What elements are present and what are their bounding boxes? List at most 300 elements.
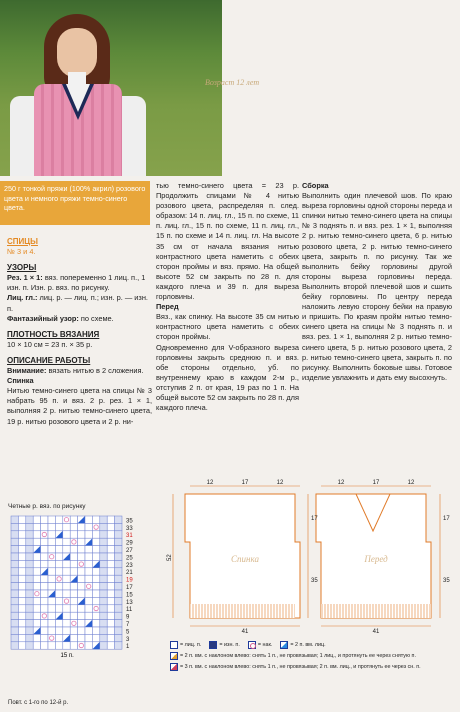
chart-cell (18, 531, 25, 538)
stockinette-pattern: Лиц. гл.: лиц. р. — лиц. п.; изн. р. — изн. п. (7, 293, 148, 313)
chart-cell (100, 538, 107, 545)
chart-cell (78, 538, 85, 545)
chart-cell (26, 575, 33, 582)
chart-cell (63, 605, 70, 612)
chart-cell (18, 583, 25, 590)
chart-cell (18, 612, 25, 619)
chart-cell (11, 612, 18, 619)
chart-cell (55, 605, 62, 612)
legend-yo: = нак. (248, 641, 272, 649)
chart-cell (92, 590, 99, 597)
row-number: 19 (126, 577, 133, 584)
row-number: 5 (126, 629, 130, 636)
chart-cell (115, 560, 122, 567)
chart-cell (26, 538, 33, 545)
chart-cell (33, 605, 40, 612)
heading-assembly: Сборка (302, 181, 329, 190)
chart-cell (78, 553, 85, 560)
heading-front: Перед (156, 302, 179, 312)
chart-cell (55, 560, 62, 567)
chart-cell (78, 523, 85, 530)
chart-cell (48, 560, 55, 567)
chart-cell (70, 605, 77, 612)
chart-cell (92, 538, 99, 545)
needles-text: № 3 и 4. (7, 247, 36, 257)
chart-cell (55, 538, 62, 545)
chart-cell (85, 568, 92, 575)
back-dim-height: 52 (167, 554, 173, 561)
chart-cell (107, 612, 114, 619)
chart-cell (48, 627, 55, 634)
chart-cell (55, 568, 62, 575)
row-number: 33 (126, 525, 133, 532)
chart-cell (33, 523, 40, 530)
chart-cell (92, 627, 99, 634)
chart-cell (11, 516, 18, 523)
knit-symbol-icon (170, 641, 178, 649)
chart-cell (41, 627, 48, 634)
chart-cell (41, 583, 48, 590)
front-dim-upper: 17 (443, 516, 450, 522)
chart-cell (92, 568, 99, 575)
row-number: 23 (126, 562, 133, 569)
chart-cell (70, 642, 77, 649)
chart-cell (100, 575, 107, 582)
knitting-chart (8, 514, 168, 698)
chart-cell (11, 597, 18, 604)
chart-cell (92, 575, 99, 582)
front-dim-left: 12 (337, 480, 345, 486)
chart-cell (63, 583, 70, 590)
chart-cell (100, 597, 107, 604)
chart-cell (26, 627, 33, 634)
back-dim-left: 12 (206, 480, 214, 486)
chart-cell (63, 531, 70, 538)
chart-cell (33, 538, 40, 545)
chart-cell (41, 597, 48, 604)
chart-cell (100, 560, 107, 567)
age-caption: Возраст 12 лет (205, 78, 260, 87)
chart-cell (115, 583, 122, 590)
chart-cell (55, 590, 62, 597)
row-number: 35 (126, 518, 133, 525)
chart-cell (26, 523, 33, 530)
back-dim-right: 12 (276, 480, 284, 486)
chart-cell (26, 568, 33, 575)
row-number: 11 (126, 607, 133, 614)
chart-cell (107, 523, 114, 530)
chart-cell (48, 568, 55, 575)
chart-cell (107, 575, 114, 582)
chart-cell (115, 597, 122, 604)
chart-cell (70, 531, 77, 538)
chart-cell (115, 590, 122, 597)
chart-cell (11, 605, 18, 612)
chart-cell (18, 605, 25, 612)
front-dim-bottom: 41 (372, 629, 380, 635)
chart-cell (107, 590, 114, 597)
chart-cell (115, 642, 122, 649)
chart-cell (107, 597, 114, 604)
chart-cell (48, 575, 55, 582)
chart-cell (63, 590, 70, 597)
chart-cell (33, 642, 40, 649)
chart-cell (92, 620, 99, 627)
back-dim-lower: 35 (311, 578, 318, 584)
chart-cell (107, 538, 114, 545)
legend-row-3 (170, 663, 452, 671)
garment-schematic (168, 476, 453, 636)
chart-cell (70, 634, 77, 641)
chart-cell (85, 553, 92, 560)
chart-cell (107, 634, 114, 641)
face (57, 28, 97, 78)
chart-cell (11, 590, 18, 597)
chart-cell (63, 620, 70, 627)
chart-cell (63, 568, 70, 575)
chart-cell (115, 620, 122, 627)
chart-cell (55, 597, 62, 604)
sleeve-right (118, 96, 146, 176)
legend-k2tog: = 2 п. вм. лиц. (280, 641, 325, 649)
chart-cell (48, 597, 55, 604)
chart-cell (18, 553, 25, 560)
chart-cell (92, 583, 99, 590)
row-number: 13 (126, 599, 133, 606)
legend-row-1 (170, 641, 452, 649)
chart-cell (78, 546, 85, 553)
chart-cell (70, 612, 77, 619)
row-number: 15 (126, 592, 133, 599)
chart-cell (92, 516, 99, 523)
chart-cell (78, 531, 85, 538)
chart-cell (100, 627, 107, 634)
column-3 (302, 181, 452, 383)
chart-cell (11, 553, 18, 560)
chart-cell (85, 642, 92, 649)
chart-cell (85, 546, 92, 553)
chart-cell (11, 575, 18, 582)
chart-cell (18, 516, 25, 523)
chart-cell (107, 642, 114, 649)
chart-cell (26, 612, 33, 619)
back-dim-bottom: 41 (241, 629, 249, 635)
chart-cell (11, 538, 18, 545)
chart-title: Четные р. вяз. по рисунку (8, 503, 86, 510)
chart-cell (100, 612, 107, 619)
gauge-text: 10 × 10 см = 23 п. × 35 р. (7, 339, 93, 349)
legend-knit: = лиц. п. (170, 641, 201, 649)
chart-cell (78, 620, 85, 627)
legend-purl: = изн. п. (209, 641, 240, 649)
front-label: Перед (364, 554, 388, 564)
back-dim-mid: 17 (241, 480, 249, 486)
front-rib (321, 604, 431, 618)
chart-cell (107, 583, 114, 590)
front-dim-mid: 17 (372, 480, 380, 486)
chart-cell (70, 590, 77, 597)
row-number: 25 (126, 555, 133, 562)
chart-cell (63, 560, 70, 567)
chart-cell (11, 568, 18, 575)
chart-cell (70, 546, 77, 553)
ssk-icon (170, 652, 178, 660)
chart-cell (41, 560, 48, 567)
chart-cell (41, 553, 48, 560)
chart-cell (26, 546, 33, 553)
back-text: Нитью темно-синего цвета на спицы № 3 набрать 95 п. и вяз. 2 р. рез. 1 × 1, выполняя 2 р. нитью темно-синего цвета, 19 р. нитью розового цвета и 2 р. ни- (7, 386, 152, 426)
chart-cell (85, 575, 92, 582)
row-number: 9 (126, 614, 130, 621)
column-2 (156, 181, 299, 413)
chart-cell (48, 523, 55, 530)
chart-cell (33, 620, 40, 627)
chart-cell (78, 590, 85, 597)
chart-cell (41, 590, 48, 597)
heading-back: Спинка (7, 376, 34, 386)
chart-cell (70, 597, 77, 604)
chart-cell (41, 546, 48, 553)
chart-cell (85, 516, 92, 523)
chart-cell (26, 553, 33, 560)
chart-cell (11, 523, 18, 530)
chart-cell (18, 575, 25, 582)
chart-cell (18, 620, 25, 627)
chart-cell (78, 627, 85, 634)
chart-cell (63, 627, 70, 634)
chart-cell (33, 568, 40, 575)
assembly-text: Выполнить один плечевой шов. По краю выреза горловины одной стороны переда и спинки нитью темно-синего цвета на спицы № 3 поднять п. и вяз. рез. 1 × 1, выполняя 2 р. нитью темно-синего цвета, 6 р. нитью розового цвета, 2 р. нитью темно-синего цвета, закрыть п. по рисунку. Так же выполнить бейку горловины другой стороны выреза горловины переда. Выполнить второй плечевой шов и сшить бейку горловины. По центру переда наложить левую сторону бейки на правую и пришить. По краям пройм нитью темно-синего цвета на спицы № 3 поднять п. и вяз. рез. 1 × 1, выполняя 2 р. нитью темно-синего цвета, 5 р. нитью розового цвета, 2 р. нитью темно-синего цвета, закрыть п. по рисунку. Выполнить боковые швы. Готовое изделие увлажнить и дать ему высохнуть. (302, 191, 452, 382)
chart-cell (18, 597, 25, 604)
chart-legend (170, 641, 452, 674)
rib-pattern: Рез. 1 × 1: вяз. попеременно 1 лиц. п., 1 изн. п. Изн. р. вяз. по рисунку. (7, 273, 146, 293)
chart-cell (107, 546, 114, 553)
chart-cell (85, 523, 92, 530)
chart-cell (11, 560, 18, 567)
chart-cell (107, 568, 114, 575)
legend-row-2 (170, 652, 452, 660)
chart-cell (11, 642, 18, 649)
chart-cell (70, 583, 77, 590)
chart-cell (115, 568, 122, 575)
chart-cell (48, 620, 55, 627)
chart-cell (26, 634, 33, 641)
chart-cell (85, 597, 92, 604)
chart-cell (85, 560, 92, 567)
chart-cell (115, 553, 122, 560)
chart-cell (63, 575, 70, 582)
chart-footer: Повт. с 1-го по 12-й р. (8, 700, 69, 706)
chart-cell (41, 523, 48, 530)
chart-cell (115, 523, 122, 530)
yarn-info: 250 г тонкой пряжи (100% акрил) розового цвета и немного пряжи темно-синего цвета. (0, 181, 150, 225)
chart-cell (48, 605, 55, 612)
chart-cell (41, 642, 48, 649)
chart-cell (26, 605, 33, 612)
chart-cell (115, 516, 122, 523)
model-photo (0, 0, 222, 176)
chart-cell (48, 583, 55, 590)
chart-cell (100, 531, 107, 538)
back-label: Спинка (231, 554, 259, 564)
back-rib (190, 604, 295, 618)
chart-cell (18, 546, 25, 553)
chart-cell (85, 612, 92, 619)
chart-cell (92, 597, 99, 604)
chart-width-label: 15 п. (60, 653, 74, 660)
chart-cell (55, 523, 62, 530)
row-number: 21 (126, 570, 133, 577)
chart-cell (107, 605, 114, 612)
chart-cell (55, 516, 62, 523)
chart-cell (48, 546, 55, 553)
chart-cell (18, 523, 25, 530)
pink-vest (34, 84, 122, 176)
row-number: 31 (126, 533, 133, 540)
chart-cell (18, 568, 25, 575)
chart-cell (33, 583, 40, 590)
chart-cell (33, 553, 40, 560)
yarn-over-icon (248, 641, 256, 649)
chart-cell (115, 605, 122, 612)
front-text: Вяз., как спинку. На высоте 35 см нитью контрастного цвета наметить с обеих сторон проймы. (156, 312, 299, 342)
chart-cell (92, 634, 99, 641)
chart-cell (26, 516, 33, 523)
chart-cell (70, 516, 77, 523)
chart-cell (18, 538, 25, 545)
chart-cell (18, 560, 25, 567)
chart-cell (41, 634, 48, 641)
chart-cell (48, 538, 55, 545)
chart-cell (55, 627, 62, 634)
chart-cell (85, 627, 92, 634)
fancy-pattern: Фантазийный узор: по схеме. (7, 313, 114, 323)
chart-cell (11, 620, 18, 627)
chart-cell (107, 627, 114, 634)
chart-cell (55, 583, 62, 590)
chart-cell (55, 620, 62, 627)
chart-cell (55, 546, 62, 553)
chart-cell (41, 516, 48, 523)
row-number: 29 (126, 540, 133, 547)
chart-cell (41, 575, 48, 582)
chart-cell (33, 612, 40, 619)
chart-cell (100, 642, 107, 649)
chart-cell (26, 597, 33, 604)
chart-cell (92, 546, 99, 553)
chart-cell (63, 612, 70, 619)
chart-cell (85, 634, 92, 641)
back-dim-upper: 17 (311, 516, 318, 522)
chart-cell (41, 605, 48, 612)
chart-cell (78, 612, 85, 619)
row-number: 27 (126, 548, 133, 554)
chart-cell (115, 546, 122, 553)
chart-cell (18, 634, 25, 641)
chart-cell (107, 553, 114, 560)
chart-cell (63, 642, 70, 649)
chart-cell (11, 583, 18, 590)
chart-cell (85, 590, 92, 597)
legend-ssk: = 2 п. вм. с наклоном влево: снять 1 п., не провязывая; 1 лиц., и протянуть ее через снятую п. (170, 652, 416, 660)
row-number: 1 (126, 644, 130, 651)
row-number: 7 (126, 622, 130, 628)
chart-cell (107, 531, 114, 538)
chart-cell (55, 553, 62, 560)
chart-cell (107, 620, 114, 627)
column-1 (7, 231, 152, 427)
chart-cell (33, 597, 40, 604)
chart-cell (26, 642, 33, 649)
chart-cell (100, 634, 107, 641)
chart-cell (100, 605, 107, 612)
heading-patterns: УЗОРЫ (7, 263, 37, 273)
chart-cell (78, 583, 85, 590)
sk2p-icon (170, 663, 178, 671)
chart-cell (33, 531, 40, 538)
heading-needles: СПИЦЫ (7, 237, 38, 246)
chart-cell (55, 642, 62, 649)
chart-cell (100, 523, 107, 530)
chart-cell (92, 531, 99, 538)
chart-cell (70, 627, 77, 634)
chart-cell (70, 553, 77, 560)
chart-cell (55, 634, 62, 641)
chart-cell (63, 538, 70, 545)
chart-cell (11, 627, 18, 634)
chart-cell (115, 538, 122, 545)
chart-cell (107, 516, 114, 523)
front-dim-right: 12 (407, 480, 415, 486)
chart-cell (63, 523, 70, 530)
chart-cell (26, 583, 33, 590)
chart-cell (92, 612, 99, 619)
chart-cell (48, 531, 55, 538)
purl-symbol-icon (209, 641, 217, 649)
chart-cell (26, 590, 33, 597)
row-number: 17 (126, 585, 133, 591)
chart-cell (33, 575, 40, 582)
chart-cell (115, 634, 122, 641)
chart-cell (100, 583, 107, 590)
chart-cell (115, 531, 122, 538)
chart-cell (78, 634, 85, 641)
chart-cell (100, 546, 107, 553)
chart-cell (78, 575, 85, 582)
chart-cell (78, 568, 85, 575)
chart-cell (33, 560, 40, 567)
chart-cell (41, 538, 48, 545)
chart-cell (18, 590, 25, 597)
chart-cell (100, 590, 107, 597)
chart-cell (48, 642, 55, 649)
heading-description: ОПИСАНИЕ РАБОТЫ (7, 355, 91, 365)
neckline-text: Одновременно для V-образного выреза горловины закрыть среднюю п. и вяз. обе стороны отдельно, уб. по внутреннему краю в каждом 2-м р., отступив 2 п. от края, 19 раз по 1 п. На общей высоте 52 см закрыть по 28 п. для каждого плеча. (156, 342, 299, 413)
chart-cell (70, 568, 77, 575)
chart-cell (115, 627, 122, 634)
chart-cell (18, 627, 25, 634)
chart-cell (26, 531, 33, 538)
heading-gauge: ПЛОТНОСТЬ ВЯЗАНИЯ (7, 329, 100, 339)
chart-cell (41, 620, 48, 627)
chart-cell (70, 560, 77, 567)
legend-sk2p: = 3 п. вм. с наклоном влево: снять 1 п., не провязывая; 2 п. вм. лиц., и протянуть ее через сн. п. (170, 663, 421, 671)
chart-cell (115, 612, 122, 619)
row-number: 3 (126, 636, 130, 643)
chart-cell (100, 620, 107, 627)
chart-cell (48, 612, 55, 619)
attention-text: Внимание: вязать нитью в 2 сложения. (7, 366, 144, 376)
